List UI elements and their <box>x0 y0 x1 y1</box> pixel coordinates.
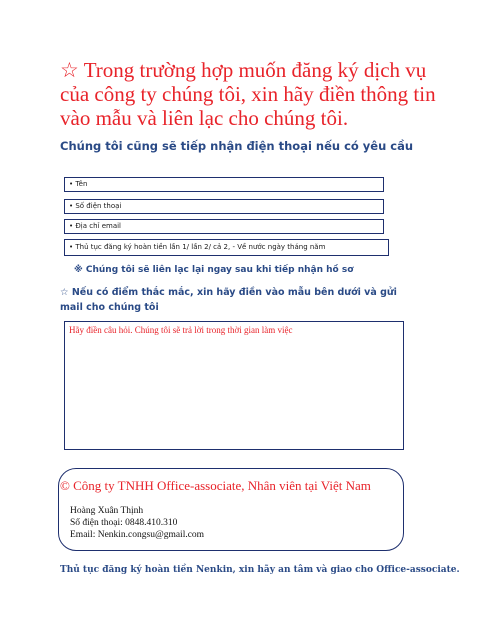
question-textarea[interactable]: Hãy điền câu hỏi. Chúng tôi sẽ trả lời trong thời gian làm việc <box>64 321 404 450</box>
contact-note: ※ Chúng tôi sẽ liên lạc lại ngay sau khi tiếp nhận hồ sơ <box>74 265 354 275</box>
name-field[interactable]: • Tên <box>64 177 384 192</box>
question-note: ☆ Nếu có điểm thắc mắc, xin hãy điền vào mẫu bên dưới và gửi mail cho chúng tôi <box>60 287 397 313</box>
footer-note: Thủ tục đăng ký hoàn tiền Nenkin, xin hãy an tâm và giao cho Office-associate. <box>60 565 460 575</box>
phone-field[interactable]: • Số điện thoại <box>64 199 384 214</box>
refund-procedure-field[interactable]: • Thủ tục đăng ký hoàn tiền lần 1/ lần 2/ cả 2, - Về nước ngày tháng năm <box>64 239 389 256</box>
contact-phone: Số điện thoại: 0848.410.310 <box>70 518 178 528</box>
contact-name: Hoàng Xuân Thịnh <box>70 506 144 516</box>
company-title: © Công ty TNHH Office-associate, Nhân viên tại Việt Nam <box>60 478 371 493</box>
email-field[interactable]: • Địa chỉ email <box>64 219 384 234</box>
contact-email: Email: Nenkin.congsu@gmail.com <box>70 530 205 540</box>
page-heading: ☆ Trong trường hợp muốn đăng ký dịch vụ của công ty chúng tôi, xin hãy điền thông tin vào mẫu và liên lạc cho chúng tôi. <box>60 58 436 130</box>
phone-subheading: Chúng tôi cũng sẽ tiếp nhận điện thoại nếu có yêu cầu <box>60 139 414 153</box>
